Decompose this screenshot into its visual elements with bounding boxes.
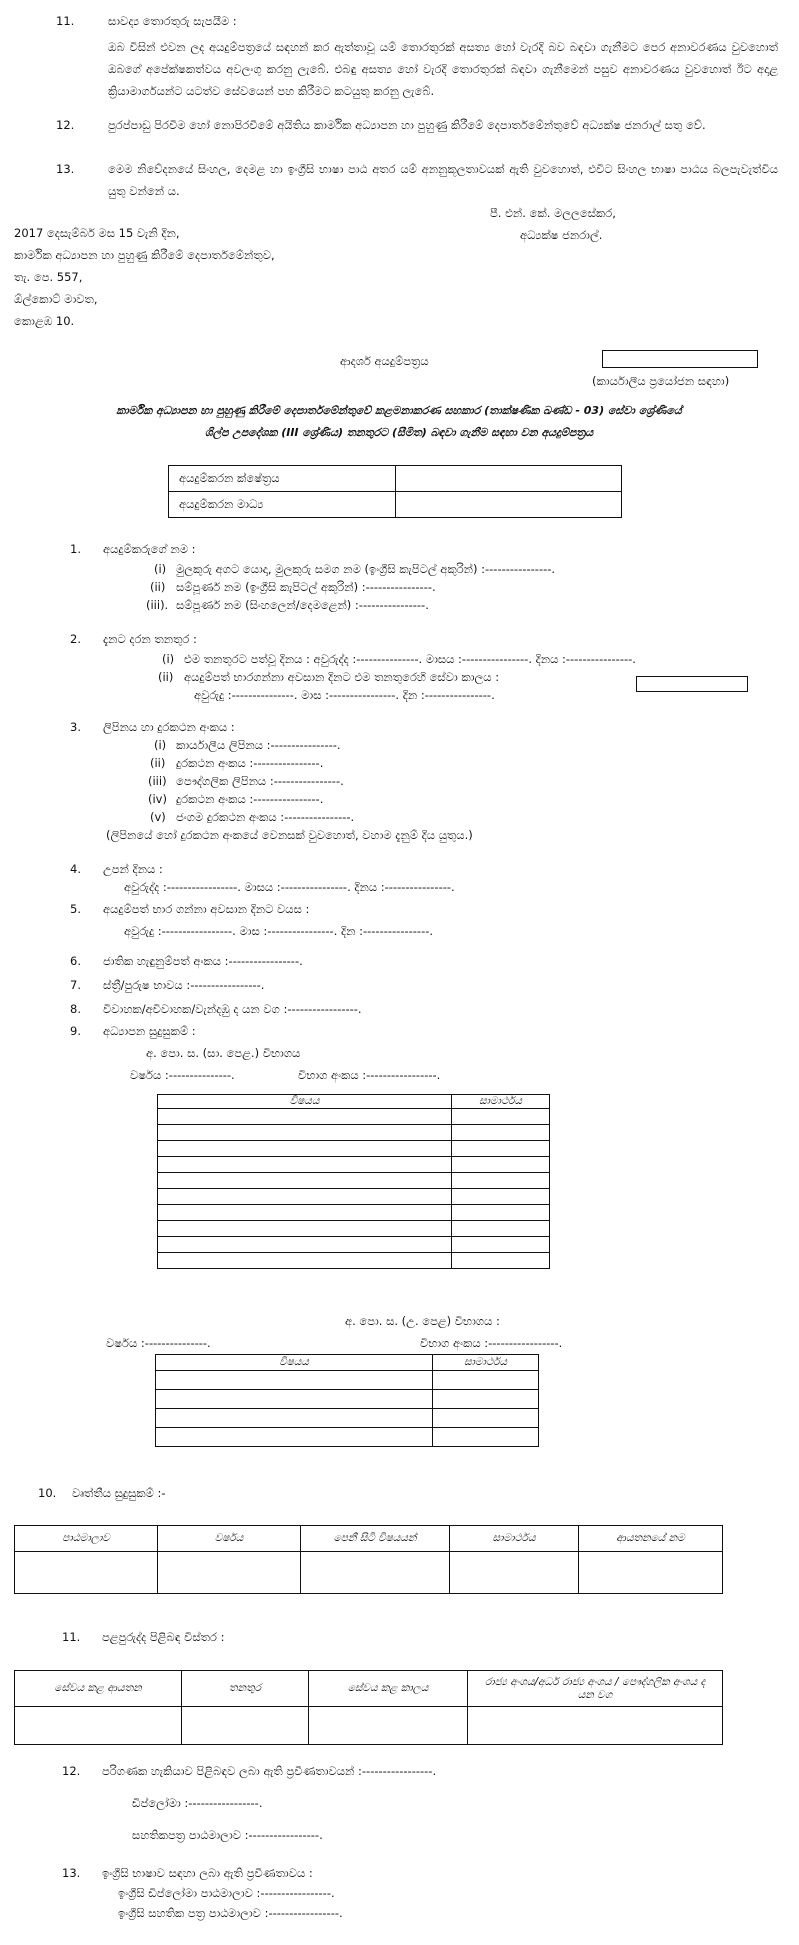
item-13-body: මෙම නිවේදනයේ සිංහල, දෙමළ හා ඉංග්‍රීසි භාෂා පාඨ අතර යම් අනනුකූලතාවයක් ඇති වුවහොත්, එවිට සිංහල භාෂා පාඨය බලපැවැත්විය යුතු වන්නේ ය.	[108, 162, 778, 198]
table-row[interactable]	[158, 1109, 550, 1125]
roman-numeral: (i)	[162, 652, 175, 666]
office-use-label: (කාර්යාලීය ප්‍රයෝජන සඳහා)	[592, 374, 730, 388]
col-subject: විෂයය	[156, 1355, 433, 1371]
q12-certificate-field[interactable]: සහතිකපත්‍ර පාඨමාලාව :-----------------.	[132, 1828, 323, 1842]
q5-number: 5.	[70, 902, 81, 916]
form-heading-line2: ශිල්ප උපදේශක (III ශ්‍රේණිය) තනතුරට (සීමිත) බඳවා ගැනීම සඳහා වන අයදුම්පත්‍රය	[204, 426, 594, 439]
signature-title: අධ්‍යක්ෂ ජනරාල්.	[520, 228, 603, 242]
al-year-field[interactable]: වර්ෂය :---------------.	[106, 1336, 211, 1350]
q8-civil-status-field[interactable]: විවාහක/අවිවාහක/වැන්දඹු ද යන වග :-----------------.	[103, 1002, 362, 1016]
table-row[interactable]	[158, 1173, 550, 1189]
roman-numeral: (iii).	[146, 598, 169, 612]
q13-label: ඉංග්‍රීසි භාෂාව සඳහා ලබා ඇති ප්‍රවීණතාවය :	[102, 1866, 313, 1880]
q4-number: 4.	[70, 862, 81, 876]
q9-number: 9.	[70, 1024, 81, 1038]
q1-label: අයදුම්කරුගේ නම :	[103, 542, 196, 556]
q11-label: පළපුරුද්ද පිළිබඳ විස්තර :	[102, 1630, 225, 1644]
ol-results-table	[157, 1094, 550, 1269]
roman-numeral: (v)	[150, 810, 166, 824]
q11-number: 11.	[62, 1630, 81, 1644]
item-11-body: ඔබ විසින් එවන ලද අයදුම්පත්‍රයේ සඳහන් කර ඇත්තාවූ යම් තොරතුරක් අසත්‍ය හෝ වැරදි බව බඳවා ගැනීමට පෙර අනාවරණය වුවහොත් ඔබගේ අපේක්ෂකත්වය අවලංගු කරනු ලැබේ. එබඳු අසත්‍ය හෝ වැරදි තොරතුරක් බඳවා ගැනීමෙන් පසුව අනාවරණය වුවහොත් ඊට අදාළ ක්‍රියාමාර්ගයන්ට යටත්ව සේවයෙන් පහ කිරීමට කටයුතු කරනු ලැබේ.	[108, 40, 778, 98]
q5-label: අයදුම්පත් භාර ගන්නා අවසාන දිනට වයස :	[103, 902, 310, 916]
item-12-number: 12.	[56, 118, 75, 132]
application-field-table	[168, 465, 622, 518]
address-line: කොළඹ 10.	[14, 314, 75, 328]
q6-number: 6.	[70, 954, 81, 968]
address-line: ඕල්කොට් මාවත,	[14, 292, 98, 306]
col-year: වර්ෂය	[158, 1526, 301, 1552]
table-row[interactable]	[15, 1707, 723, 1745]
address-line: 2017 දෙසැම්බර් මස 15 වැනි දින,	[14, 226, 180, 240]
col-subject: විෂයය	[158, 1095, 452, 1109]
col-sector: රාජ්‍ය අංශය/අර්ධ රාජ්‍ය අංශය / පෞද්ගලික අංශය ද යන වග	[468, 1671, 723, 1707]
ol-year-field[interactable]: වර්ෂය :---------------.	[130, 1068, 235, 1082]
roman-numeral: (iv)	[148, 792, 167, 806]
address-line: තැ. පෙ. 557,	[14, 270, 83, 284]
q2-service-box[interactable]	[636, 676, 748, 692]
q2-service-period-label: අයදුම්පත් භාරගන්නා අවසාන දිනට එම තනතුරෙහි සේවා කාලය :	[184, 670, 500, 684]
medium-input-cell[interactable]	[396, 492, 622, 518]
q4-label: උපන් දිනය :	[103, 862, 163, 876]
q2-number: 2.	[70, 632, 81, 646]
col-course: පාඨමාලාව	[15, 1526, 158, 1552]
field-label: අයදුම්කරන ක්ෂේත්‍රය	[169, 466, 396, 492]
form-title: ආදර්ශ අයදුම්පත්‍රය	[340, 354, 429, 368]
q6-nic-field[interactable]: ජාතික හැඳුනුම්පත් අංකය :-----------------.	[103, 954, 303, 968]
al-exam-title: අ. පො. ස. (උ. පෙළ) විභාගය :	[345, 1314, 500, 1328]
table-row[interactable]	[156, 1390, 539, 1409]
q3-label: ලිපිනය හා දුරකථන අංකය :	[103, 720, 235, 734]
professional-qualifications-table	[14, 1525, 723, 1594]
al-results-table	[155, 1354, 539, 1447]
q12-computer-skills-field[interactable]: පරිගණක හැකියාව පිළිබඳව ලබා ඇති ප්‍රවීණතාවයන් :-----------------.	[102, 1764, 437, 1778]
col-post: තනතුර	[182, 1671, 309, 1707]
medium-label: අයදුම්කරන මාධ්‍ය	[169, 492, 396, 518]
ol-index-field[interactable]: විභාග අංකය :-----------------.	[298, 1068, 441, 1082]
table-row[interactable]	[158, 1205, 550, 1221]
form-heading-line1: කාර්මික අධ්‍යාපන හා පුහුණු කිරීමේ දෙපාර්තමේන්තුවේ කළමනාකරණ සහකාර (තාක්ෂණික ඛණ්ඩ - 03) සේවා ශ්‍රේණියේ	[116, 404, 682, 417]
table-row[interactable]	[158, 1237, 550, 1253]
q8-number: 8.	[70, 1002, 81, 1016]
roman-numeral: (ii)	[158, 670, 174, 684]
q3-office-phone-field[interactable]: දුරකථන අංකය :----------------.	[176, 756, 324, 770]
q5-age-field[interactable]: අවුරුදු :-----------------. මාස :----------------. දින :----------------.	[124, 924, 434, 938]
col-institute: ආයතනයේ නම	[579, 1526, 723, 1552]
q2-service-period-field[interactable]: අවුරුදු :---------------. මාස :----------------. දින :----------------.	[194, 688, 495, 702]
table-row[interactable]	[158, 1125, 550, 1141]
q13-english-certificate-field[interactable]: ඉංග්‍රීසි සහතික පත්‍ර පාඨමාලාව :-----------------.	[118, 1906, 343, 1920]
q2-appointment-date-field[interactable]: එම තනතුරට පත්වූ දිනය : අවුරුද්ද :---------------. මාසය :----------------. දිනය :----------------.	[184, 652, 636, 666]
q3-private-address-field[interactable]: පෞද්ගලික ලිපිනය :----------------.	[176, 774, 344, 788]
ol-exam-title: අ. පො. ස. (සා. පෙළ.) විභාගය	[146, 1046, 301, 1060]
item-11-number: 11.	[56, 14, 75, 28]
q10-label: වෘත්තීය සුදුසුකම් :-	[72, 1486, 166, 1500]
q3-note: (ලිපිනයේ හෝ දුරකථන අංකයේ වෙනසක් වුවහොත්, වහාම දැනුම් දිය යුතුය.)	[106, 828, 473, 842]
q1-full-name-english-field[interactable]: සම්පූර්ණ නම (ඉංග්‍රීසි කැපිටල් අකුරින්) :----------------.	[176, 580, 436, 594]
col-period: සේවය කළ කාලය	[309, 1671, 468, 1707]
q12-diploma-field[interactable]: ඩිප්ලෝමා :-----------------.	[132, 1796, 263, 1810]
roman-numeral: (iii)	[148, 774, 167, 788]
roman-numeral: (ii)	[150, 580, 166, 594]
table-row[interactable]	[158, 1221, 550, 1237]
q4-birthdate-field[interactable]: අවුරුද්ද :-----------------. මාසය :----------------. දිනය :----------------.	[124, 880, 455, 894]
q10-number: 10.	[38, 1486, 57, 1500]
q12-number: 12.	[62, 1764, 81, 1778]
al-index-field[interactable]: විභාග අංකය :-----------------.	[420, 1336, 563, 1350]
item-11-heading: සාවද්‍ය තොරතුරු සැපයීම :	[108, 14, 237, 28]
col-institution: සේවය කළ ආයතන	[15, 1671, 182, 1707]
col-grade: සාමාර්ථය	[452, 1095, 550, 1109]
address-line: කාර්මික අධ්‍යාපන හා පුහුණු කිරීමේ දෙපාර්තමේන්තුව,	[14, 248, 275, 262]
q7-gender-field[interactable]: ස්ත්‍රී/පුරුෂ භාවය :-----------------.	[103, 978, 265, 992]
q3-private-phone-field[interactable]: දුරකථන අංකය :----------------.	[176, 792, 324, 806]
q1-full-name-sinhala-field[interactable]: සම්පූර්ණ නම (සිංහලෙන්/දෙමළෙන්) :----------------.	[176, 598, 429, 612]
q13-number: 13.	[62, 1866, 81, 1880]
signature-name: පී. එන්. කේ. මලලසේකර,	[490, 206, 616, 220]
col-subjects: පෙනී සිටි විෂයයන්	[301, 1526, 450, 1552]
roman-numeral: (ii)	[150, 756, 166, 770]
item-12-body: පුරප්පාඩු පිරවීම හෝ නොපිරවීමේ අයිතිය කාර්මික අධ්‍යාපන හා පුහුණු කිරීමේ දෙපාර්තමේන්තුවේ අධ්‍යක්ෂ ජනරාල් සතු වේ.	[108, 118, 706, 132]
table-row[interactable]	[156, 1409, 539, 1428]
table-row[interactable]	[158, 1157, 550, 1173]
col-grade: සාමාර්ථය	[433, 1355, 539, 1371]
table-row[interactable]	[156, 1371, 539, 1390]
field-input-cell[interactable]	[396, 466, 622, 492]
q3-mobile-field[interactable]: ජංගම දුරකථන අංකය :----------------.	[176, 810, 355, 824]
table-row[interactable]	[158, 1253, 550, 1269]
q13-english-diploma-field[interactable]: ඉංග්‍රීසි ඩිප්ලෝමා පාඨමාලාව :-----------------.	[118, 1886, 335, 1900]
roman-numeral: (i)	[154, 738, 167, 752]
table-row[interactable]	[15, 1552, 723, 1594]
q1-initials-name-field[interactable]: මුලකුරු අගට යොදා, මුලකුරු සමග නම (ඉංග්‍රීසි කැපිටල් අකුරින්) :----------------.	[176, 562, 556, 576]
table-row[interactable]	[158, 1141, 550, 1157]
roman-numeral: (i)	[154, 562, 167, 576]
table-row[interactable]	[156, 1428, 539, 1447]
q2-label: දැනට දරන තනතුර :	[103, 632, 197, 646]
q7-number: 7.	[70, 978, 81, 992]
office-use-box	[602, 350, 758, 368]
q1-number: 1.	[70, 542, 81, 556]
experience-table	[14, 1670, 723, 1745]
table-row[interactable]	[158, 1189, 550, 1205]
q3-number: 3.	[70, 720, 81, 734]
q9-label: අධ්‍යාපන සුදුසුකම් :	[103, 1024, 196, 1038]
col-result: සාමාර්ථය	[450, 1526, 579, 1552]
item-13-number: 13.	[56, 162, 75, 176]
q3-office-address-field[interactable]: කාර්යාලීය ලිපිනය :----------------.	[176, 738, 341, 752]
